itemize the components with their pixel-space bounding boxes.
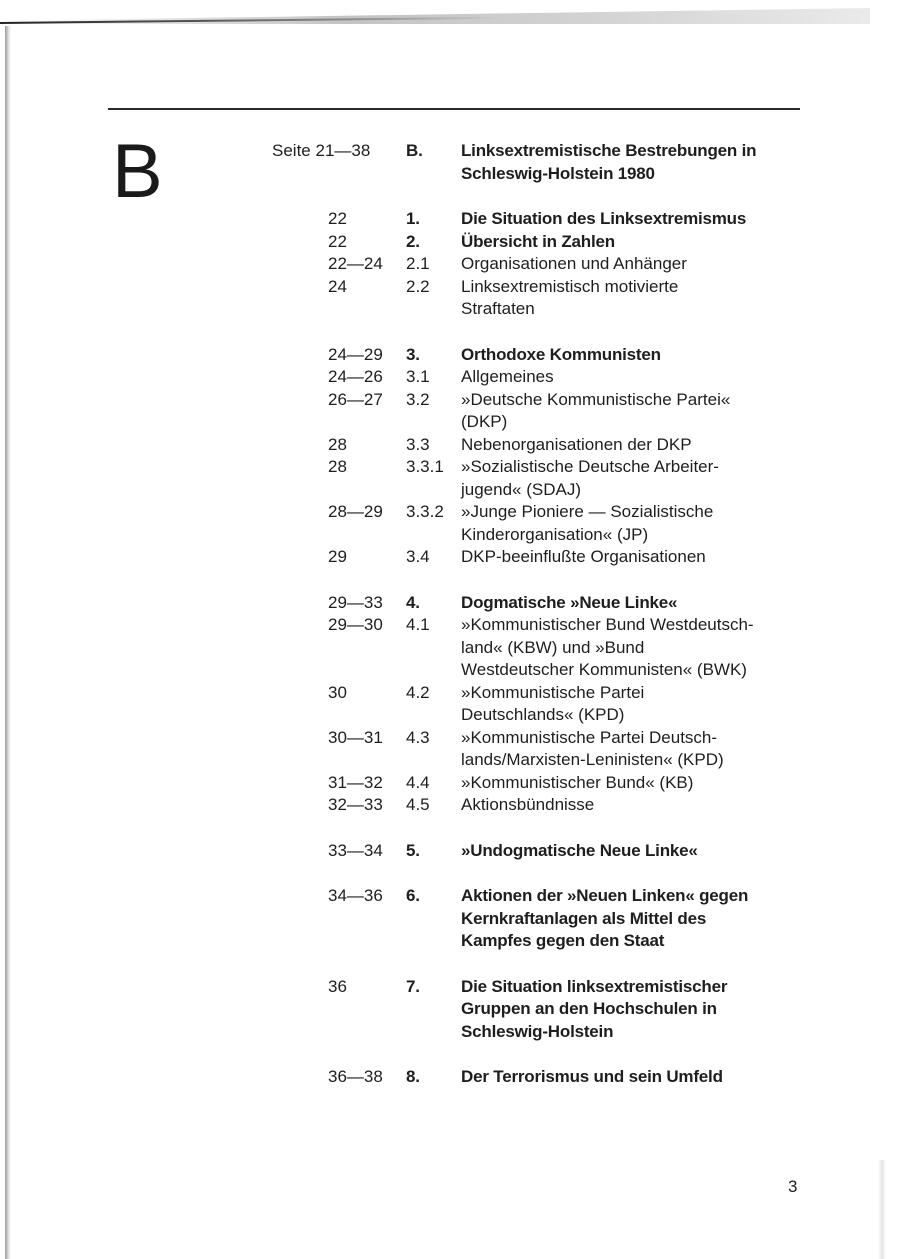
entry-page-range: 22 (328, 231, 347, 251)
entry-page-range: 29 (328, 547, 347, 566)
entry-page-range: 28 (328, 457, 347, 476)
header-title-line: Schleswig-Holstein 1980 (461, 163, 655, 183)
entry-title-line: »Deutsche Kommunistische Partei« (461, 389, 731, 409)
entry-section-number: 3. (406, 344, 420, 364)
toc-entry (272, 840, 812, 863)
entry-section-number: 3.1 (406, 367, 430, 386)
entry-title-line: »Kommunistische Partei (461, 682, 645, 702)
entry-title-line: land« (KBW) und »Bund (461, 637, 645, 657)
entry-title-line: Nebenorganisationen der DKP (461, 434, 692, 454)
entry-title-line: Orthodoxe Kommunisten (461, 344, 661, 364)
entry-section-number: 1. (406, 209, 420, 228)
toc-entry (272, 208, 812, 231)
entry-title-line: Dogmatische »Neue Linke« (461, 592, 678, 612)
toc-entry (272, 344, 812, 367)
group-spacer (272, 862, 812, 885)
entry-title-line: Westdeutscher Kommunisten« (BWK) (461, 660, 747, 679)
entry-title-line: Der Terrorismus und sein Umfeld (461, 1067, 723, 1086)
entry-page-range: 31—32 (328, 772, 383, 792)
toc-entry (272, 389, 812, 434)
entry-title (461, 682, 812, 727)
entry-title-line: »Kommunistischer Bund« (KB) (461, 772, 694, 792)
toc-group (272, 344, 812, 569)
entry-section-number: 4.3 (406, 727, 430, 747)
entry-title-line: Die Situation des Linksextremismus (461, 209, 747, 228)
entry-title (461, 344, 812, 367)
entry-page-range: 22—24 (328, 254, 383, 273)
toc-group (272, 592, 812, 817)
toc-entry (272, 276, 812, 321)
entry-title (461, 727, 812, 772)
page-left-edge (5, 26, 11, 1259)
entry-section-number: 4.2 (406, 682, 430, 702)
entry-page-range: 32—33 (328, 795, 383, 814)
entry-page-range: 24 (328, 276, 347, 296)
entry-title-line: Aktionsbündnisse (461, 795, 595, 814)
entry-section-number: 3.3.1 (406, 457, 444, 476)
entry-page-range: 28 (328, 434, 347, 454)
toc-entry (272, 885, 812, 953)
entry-title (461, 253, 812, 276)
toc-header-pages (272, 140, 406, 185)
entry-page-range: 26—27 (328, 389, 383, 409)
entry-title-line: Aktionen der »Neuen Linken« gegen (461, 886, 749, 905)
toc-entry (272, 501, 812, 546)
toc-entry (272, 682, 812, 727)
entry-title-line: lands/Marxisten-Leninisten« (KPD) (461, 750, 724, 769)
entry-section-number: 3.2 (406, 389, 430, 409)
entry-title-line: jugend« (SDAJ) (461, 479, 582, 499)
group-spacer (272, 1043, 812, 1066)
entry-title-line: »Kommunistische Partei Deutsch- (461, 727, 718, 747)
seite-label: Seite (272, 141, 311, 160)
entry-title-line: Linksextremistisch motivierte (461, 276, 679, 296)
entry-title (461, 1066, 812, 1089)
entry-page-range: 36 (328, 976, 347, 996)
entry-title-line: Organisationen und Anhänger (461, 254, 687, 273)
toc-entry (272, 976, 812, 1044)
entry-title-line: Kernkraftanlagen als Mittel des (461, 908, 707, 928)
entry-title-line: Gruppen an den Hochschulen in (461, 999, 717, 1018)
toc-header-row (272, 140, 812, 185)
entry-title-line: »Junge Pioniere — Sozialistische (461, 502, 714, 521)
entry-title-line: Straftaten (461, 299, 535, 318)
entry-page-range: 30 (328, 682, 347, 702)
entry-page-range: 29—30 (328, 615, 383, 634)
entry-title-line: Kampfes gegen den Staat (461, 931, 665, 950)
entry-section-number: 4.1 (406, 615, 430, 634)
entry-section-number: 2. (406, 231, 420, 251)
toc-entry (272, 456, 812, 501)
entry-title (461, 501, 812, 546)
header-section-title (461, 140, 812, 185)
entry-section-number: 8. (406, 1067, 420, 1086)
entry-title (461, 389, 812, 434)
toc-entry (272, 614, 812, 682)
group-spacer (272, 953, 812, 976)
page-number: 3 (788, 1177, 798, 1196)
entry-section-number: 3.4 (406, 547, 430, 566)
entry-title (461, 976, 812, 1044)
entry-title-line: (DKP) (461, 412, 508, 431)
entry-section-number: 5. (406, 840, 420, 860)
entry-title-line: Allgemeines (461, 367, 554, 386)
entry-title (461, 434, 812, 457)
toc-group (272, 885, 812, 953)
entry-title-line: »Sozialistische Deutsche Arbeiter- (461, 457, 719, 476)
toc-entry (272, 592, 812, 615)
toc-entry (272, 253, 812, 276)
entry-page-range: 33—34 (328, 840, 383, 860)
entry-title-line: »Undogmatische Neue Linke« (461, 840, 698, 860)
entry-title-line: Die Situation linksextremistischer (461, 976, 728, 996)
entry-title-line: Kinderorganisation« (JP) (461, 524, 649, 544)
entry-section-number: 4. (406, 592, 420, 612)
toc-group (272, 1066, 812, 1089)
table-of-contents (272, 140, 812, 1089)
toc-entry (272, 546, 812, 569)
entry-title (461, 366, 812, 389)
page-right-shadow (878, 1160, 886, 1259)
entry-title-line: Übersicht in Zahlen (461, 231, 615, 251)
entry-page-range: 24—26 (328, 367, 383, 386)
entry-page-range: 29—33 (328, 592, 383, 612)
entry-section-number: 3.3 (406, 434, 430, 454)
entry-title-line: Schleswig-Holstein (461, 1021, 614, 1041)
group-spacer (272, 185, 812, 208)
header-rule (108, 108, 800, 110)
entry-section-number: 4.5 (406, 795, 430, 814)
entry-title (461, 456, 812, 501)
entry-section-number: 4.4 (406, 772, 430, 792)
entry-page-range: 24—29 (328, 344, 383, 364)
entry-title-line: Deutschlands« (KPD) (461, 705, 625, 724)
header-title-line: Linksextremistische Bestrebungen in (461, 141, 757, 160)
group-spacer (272, 569, 812, 592)
toc-entry (272, 434, 812, 457)
entry-page-range: 36—38 (328, 1067, 383, 1086)
entry-section-number: 2.1 (406, 254, 430, 273)
entry-title (461, 614, 812, 682)
toc-entry (272, 231, 812, 254)
entry-page-range: 22 (328, 209, 347, 228)
entry-title (461, 840, 812, 863)
toc-entry (272, 366, 812, 389)
entry-title (461, 885, 812, 953)
toc-entry (272, 1066, 812, 1089)
group-spacer (272, 817, 812, 840)
entry-title (461, 276, 812, 321)
entry-title-line: »Kommunistischer Bund Westdeutsch- (461, 615, 754, 634)
entry-page-range: 34—36 (328, 886, 383, 905)
toc-group (272, 976, 812, 1044)
header-page-range: 21—38 (315, 141, 371, 160)
toc-group (272, 208, 812, 321)
entry-section-number: 7. (406, 976, 420, 996)
entry-title (461, 794, 812, 817)
entry-section-number: 3.3.2 (406, 502, 444, 521)
toc-entry (272, 772, 812, 795)
entry-title (461, 592, 812, 615)
entry-title (461, 231, 812, 254)
entry-section-number: 2.2 (406, 276, 430, 296)
group-spacer (272, 321, 812, 344)
toc-group (272, 840, 812, 863)
entry-page-range: 30—31 (328, 727, 383, 747)
entry-title-line: DKP-beeinflußte Organisationen (461, 547, 706, 566)
entry-title (461, 546, 812, 569)
header-section-number: B. (406, 141, 423, 160)
toc-groups (272, 185, 812, 1089)
entry-title (461, 208, 812, 231)
section-letter: B (112, 129, 163, 214)
toc-entry (272, 727, 812, 772)
toc-entry (272, 794, 812, 817)
entry-title (461, 772, 812, 795)
entry-section-number: 6. (406, 886, 420, 905)
entry-page-range: 28—29 (328, 502, 383, 521)
